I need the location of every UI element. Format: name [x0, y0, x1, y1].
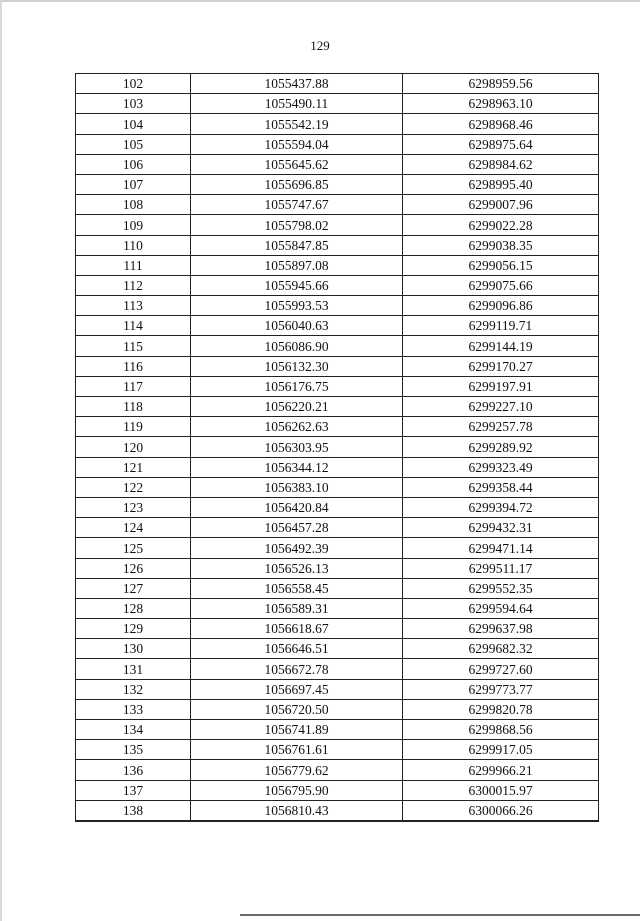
x-coordinate-cell: 1055594.04 [191, 134, 403, 154]
point-number-cell: 129 [76, 619, 191, 639]
y-coordinate-cell: 6298975.64 [403, 134, 599, 154]
x-coordinate-cell: 1055847.85 [191, 235, 403, 255]
x-coordinate-cell: 1056646.51 [191, 639, 403, 659]
point-number-cell: 107 [76, 174, 191, 194]
table-row [76, 154, 599, 174]
x-coordinate-cell: 1056558.45 [191, 578, 403, 598]
table-row [76, 477, 599, 497]
y-coordinate-cell: 6299038.35 [403, 235, 599, 255]
x-coordinate-cell: 1055645.62 [191, 154, 403, 174]
table-row [76, 598, 599, 618]
table-row [76, 114, 599, 134]
table-row [76, 619, 599, 639]
x-coordinate-cell: 1056086.90 [191, 336, 403, 356]
point-number-cell: 124 [76, 518, 191, 538]
x-coordinate-cell: 1056457.28 [191, 518, 403, 538]
x-coordinate-cell: 1056344.12 [191, 457, 403, 477]
coordinates-table-body [76, 74, 599, 821]
table-row [76, 275, 599, 295]
y-coordinate-cell: 6298963.10 [403, 94, 599, 114]
y-coordinate-cell: 6298995.40 [403, 174, 599, 194]
point-number-cell: 106 [76, 154, 191, 174]
table-row [76, 195, 599, 215]
x-coordinate-cell: 1056526.13 [191, 558, 403, 578]
point-number-cell: 121 [76, 457, 191, 477]
table-row [76, 235, 599, 255]
point-number-cell: 127 [76, 578, 191, 598]
table-row [76, 780, 599, 800]
y-coordinate-cell: 6299075.66 [403, 275, 599, 295]
point-number-cell: 115 [76, 336, 191, 356]
point-number-cell: 116 [76, 356, 191, 376]
x-coordinate-cell: 1056761.61 [191, 740, 403, 760]
y-coordinate-cell: 6299257.78 [403, 417, 599, 437]
x-coordinate-cell: 1056492.39 [191, 538, 403, 558]
y-coordinate-cell: 6299471.14 [403, 538, 599, 558]
point-number-cell: 118 [76, 397, 191, 417]
x-coordinate-cell: 1056040.63 [191, 316, 403, 336]
point-number-cell: 136 [76, 760, 191, 780]
x-coordinate-cell: 1056720.50 [191, 699, 403, 719]
y-coordinate-cell: 6299594.64 [403, 598, 599, 618]
scan-edge-left [0, 0, 2, 921]
scan-edge-top [0, 0, 640, 2]
point-number-cell: 119 [76, 417, 191, 437]
point-number-cell: 122 [76, 477, 191, 497]
y-coordinate-cell: 6298984.62 [403, 154, 599, 174]
point-number-cell: 134 [76, 720, 191, 740]
point-number-cell: 132 [76, 679, 191, 699]
point-number-cell: 138 [76, 800, 191, 821]
table-row [76, 720, 599, 740]
y-coordinate-cell: 6298959.56 [403, 74, 599, 94]
table-row [76, 740, 599, 760]
scan-edge-bottom [240, 914, 640, 916]
point-number-cell: 125 [76, 538, 191, 558]
table-row [76, 296, 599, 316]
x-coordinate-cell: 1056132.30 [191, 356, 403, 376]
x-coordinate-cell: 1056672.78 [191, 659, 403, 679]
x-coordinate-cell: 1056303.95 [191, 437, 403, 457]
table-row [76, 174, 599, 194]
table-row [76, 699, 599, 719]
point-number-cell: 104 [76, 114, 191, 134]
x-coordinate-cell: 1056810.43 [191, 800, 403, 821]
y-coordinate-cell: 6299119.71 [403, 316, 599, 336]
table-row [76, 457, 599, 477]
y-coordinate-cell: 6299289.92 [403, 437, 599, 457]
point-number-cell: 111 [76, 255, 191, 275]
point-number-cell: 110 [76, 235, 191, 255]
x-coordinate-cell: 1055897.08 [191, 255, 403, 275]
y-coordinate-cell: 6299552.35 [403, 578, 599, 598]
table-row [76, 497, 599, 517]
point-number-cell: 114 [76, 316, 191, 336]
y-coordinate-cell: 6299432.31 [403, 518, 599, 538]
x-coordinate-cell: 1055747.67 [191, 195, 403, 215]
x-coordinate-cell: 1055945.66 [191, 275, 403, 295]
y-coordinate-cell: 6299394.72 [403, 497, 599, 517]
table-row [76, 639, 599, 659]
point-number-cell: 135 [76, 740, 191, 760]
point-number-cell: 131 [76, 659, 191, 679]
y-coordinate-cell: 6299820.78 [403, 699, 599, 719]
x-coordinate-cell: 1056220.21 [191, 397, 403, 417]
table-row [76, 397, 599, 417]
table-row [76, 679, 599, 699]
point-number-cell: 133 [76, 699, 191, 719]
table-row [76, 760, 599, 780]
y-coordinate-cell: 6299637.98 [403, 619, 599, 639]
point-number-cell: 120 [76, 437, 191, 457]
point-number-cell: 126 [76, 558, 191, 578]
y-coordinate-cell: 6300015.97 [403, 780, 599, 800]
table-row [76, 518, 599, 538]
x-coordinate-cell: 1056741.89 [191, 720, 403, 740]
point-number-cell: 103 [76, 94, 191, 114]
table-row [76, 356, 599, 376]
point-number-cell: 123 [76, 497, 191, 517]
x-coordinate-cell: 1055542.19 [191, 114, 403, 134]
table-row [76, 538, 599, 558]
table-row [76, 437, 599, 457]
y-coordinate-cell: 6300066.26 [403, 800, 599, 821]
table-row [76, 800, 599, 821]
point-number-cell: 137 [76, 780, 191, 800]
point-number-cell: 109 [76, 215, 191, 235]
x-coordinate-cell: 1055437.88 [191, 74, 403, 94]
table-row [76, 316, 599, 336]
table-row [76, 94, 599, 114]
x-coordinate-cell: 1056420.84 [191, 497, 403, 517]
table-row [76, 558, 599, 578]
table-row [76, 659, 599, 679]
coordinates-table [75, 73, 599, 822]
y-coordinate-cell: 6299096.86 [403, 296, 599, 316]
x-coordinate-cell: 1056589.31 [191, 598, 403, 618]
x-coordinate-cell: 1056262.63 [191, 417, 403, 437]
x-coordinate-cell: 1056697.45 [191, 679, 403, 699]
table-row [76, 215, 599, 235]
y-coordinate-cell: 6299682.32 [403, 639, 599, 659]
y-coordinate-cell: 6299868.56 [403, 720, 599, 740]
y-coordinate-cell: 6299917.05 [403, 740, 599, 760]
page-number: 129 [310, 38, 330, 53]
x-coordinate-cell: 1055798.02 [191, 215, 403, 235]
table-row [76, 255, 599, 275]
y-coordinate-cell: 6299966.21 [403, 760, 599, 780]
point-number-cell: 108 [76, 195, 191, 215]
x-coordinate-cell: 1056176.75 [191, 376, 403, 396]
y-coordinate-cell: 6299170.27 [403, 356, 599, 376]
table-row [76, 134, 599, 154]
y-coordinate-cell: 6299511.17 [403, 558, 599, 578]
y-coordinate-cell: 6299007.96 [403, 195, 599, 215]
x-coordinate-cell: 1055696.85 [191, 174, 403, 194]
table-row [76, 336, 599, 356]
x-coordinate-cell: 1056618.67 [191, 619, 403, 639]
y-coordinate-cell: 6299358.44 [403, 477, 599, 497]
x-coordinate-cell: 1056795.90 [191, 780, 403, 800]
x-coordinate-cell: 1055993.53 [191, 296, 403, 316]
table-row [76, 376, 599, 396]
point-number-cell: 128 [76, 598, 191, 618]
x-coordinate-cell: 1056779.62 [191, 760, 403, 780]
x-coordinate-cell: 1056383.10 [191, 477, 403, 497]
point-number-cell: 113 [76, 296, 191, 316]
x-coordinate-cell: 1055490.11 [191, 94, 403, 114]
point-number-cell: 105 [76, 134, 191, 154]
table-row [76, 417, 599, 437]
y-coordinate-cell: 6299773.77 [403, 679, 599, 699]
point-number-cell: 102 [76, 74, 191, 94]
y-coordinate-cell: 6299197.91 [403, 376, 599, 396]
y-coordinate-cell: 6299056.15 [403, 255, 599, 275]
y-coordinate-cell: 6299227.10 [403, 397, 599, 417]
point-number-cell: 117 [76, 376, 191, 396]
y-coordinate-cell: 6299323.49 [403, 457, 599, 477]
y-coordinate-cell: 6299144.19 [403, 336, 599, 356]
y-coordinate-cell: 6298968.46 [403, 114, 599, 134]
y-coordinate-cell: 6299022.28 [403, 215, 599, 235]
y-coordinate-cell: 6299727.60 [403, 659, 599, 679]
table-row [76, 74, 599, 94]
table-row [76, 578, 599, 598]
point-number-cell: 130 [76, 639, 191, 659]
point-number-cell: 112 [76, 275, 191, 295]
